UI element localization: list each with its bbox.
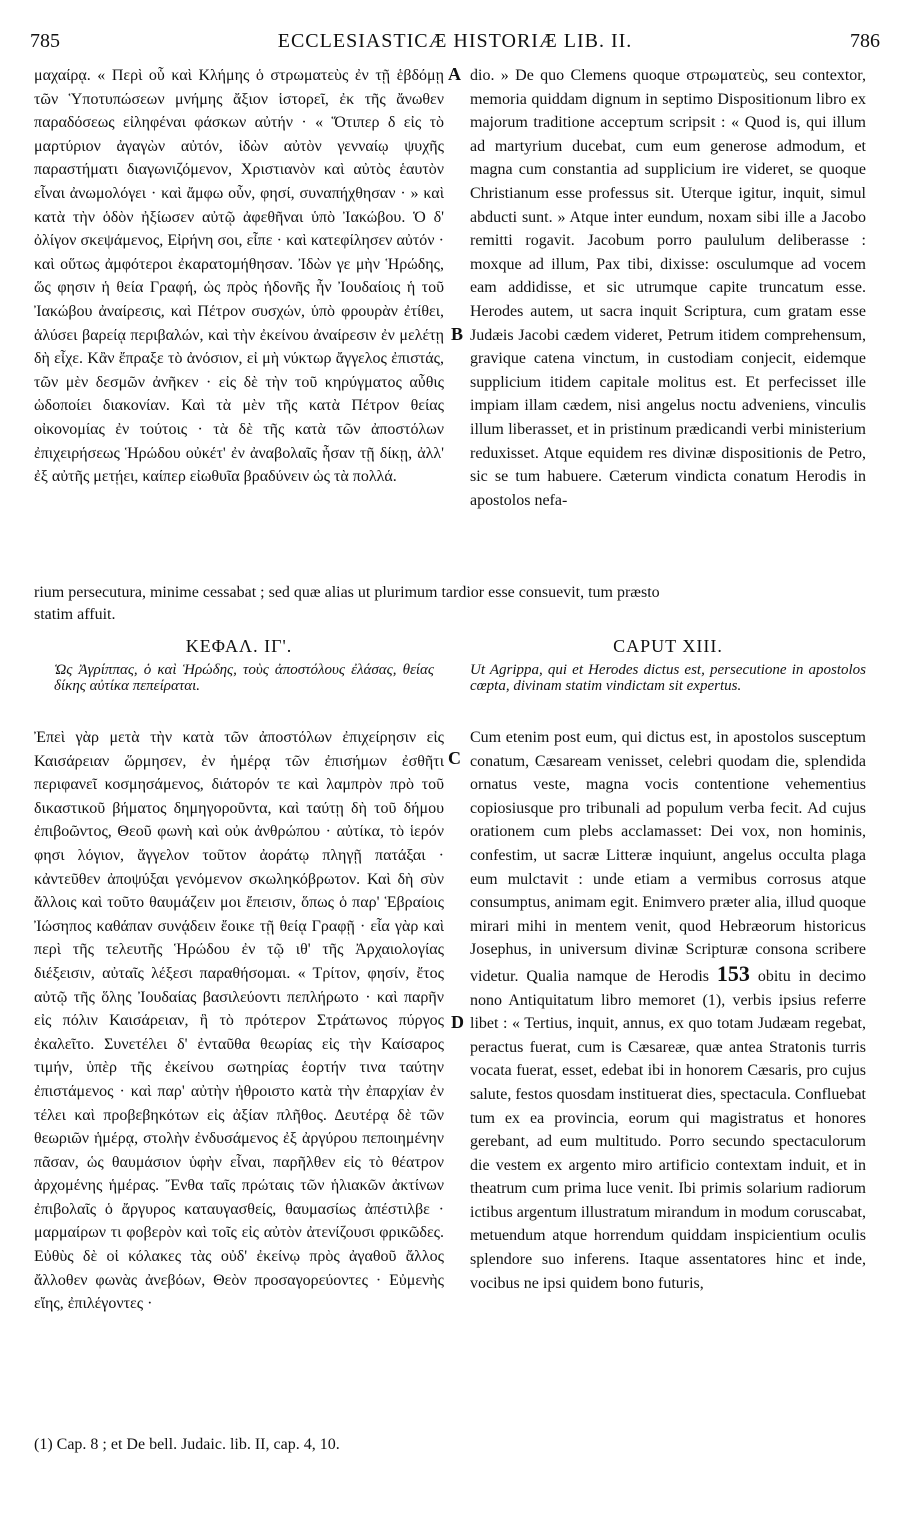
- greek-column-body: [34, 726, 444, 1416]
- latin-body-part-2: obitu in decimo nono Antiquitatum libro memoret (1), verbis ipsius referre libet : « Tertius, inquit, annus, ex quo totam Judæam regebat, peractus fuerat, cum is Cæsareæ, quæ antea Stratonis turris vocata fuerat, esset, edebat ibi in honorem Cæsaris, pro cujus salute, festos quosdam instituerat dies, spectacula. Confluebat tum ex ea provincia, eorum qui magistratus et honores gerebant, ad eum multitudo. Porro secundo spectaculorum die vestem ex argento miro artificio contextam induit, et in theatrum cum prima luce venit. Ibi primis solarium radiorum ictibus argentum illustratum mirandum in modum coruscabat, metuendum atque horrendum quiddam inspicientium oculis splendore suo inferens. Itaque assentatores hinc et inde, vocibus ne ipsi quidem bono futuris,: [470, 967, 866, 1292]
- latin-paragraph-body: [470, 726, 866, 1295]
- margin-letter-b: B: [451, 324, 464, 344]
- latin-column-top: [470, 64, 866, 600]
- spanning-line-1: rium persecutura, minime cessabat ; sed quæ alias ut plurimum tardior esse consuevit, tum præsto: [34, 584, 660, 601]
- chapter-heading-latin: CAPUT XIII.: [613, 636, 723, 656]
- chapter-summary-latin: Ut Agrippa, qui et Herodes dictus est, persecutione in apostolos cœpta, divinam statim vindictam sit expertus.: [470, 662, 866, 694]
- latin-column-body: [470, 726, 866, 1416]
- running-header: [30, 30, 880, 60]
- running-title: ECCLESIASTICÆ HISTORIÆ LIB. II.: [277, 30, 633, 52]
- spanning-text: [34, 582, 870, 626]
- footnote: (1) Cap. 8 ; et De bell. Judaic. lib. II, cap. 4, 10.: [34, 1436, 340, 1453]
- page-number-left: 785: [30, 30, 60, 52]
- column-number: 153: [716, 960, 750, 986]
- margin-letter-d: D: [451, 1012, 464, 1032]
- greek-paragraph-top: μαχαίρᾳ. « Περὶ οὗ καὶ Κλήμης ὁ στρωματεὺς ἐν τῇ ἑβδόμῃ τῶν Ὑποτυπώσεων μνήμης ἄξιον ἱστορεῖ, ἐκ τῆς ἄνωθεν παραδόσεως εἰληφέναι φάσκων αὐτήν · « Ὅτιπερ δ εἰς τὸ μαρτύριον ἀγαγὼν αὐτόν, ἰδὼν αὐτὸν γενναίῳ ψυχῆς παραστήματι διαγωνιζόμενον, Χριστιανὸν καὶ αὐτὸς ἑαυτὸν εἶναι ἀνωμολόγει · καὶ ἄμφω οὖν, φησί, συναπήχθησαν · » καὶ κατὰ τὴν ὁδὸν ἠξίωσεν αὐτῷ ἀφεθῆναι ὑπὸ Ἰακώβου. Ὁ δ' ὀλίγον σκεψάμενος, Εἰρήνη σοι, εἶπε · καὶ κατεφίλησεν αὐτόν · καὶ οὕτως ἀμφότεροι ἐκαρατομήθησαν. Ἰδὼν γε μὴν Ἡρώδης, ὥς φησιν ἡ θεία Γραφή, ὡς πρὸς ἡδονῆς ἦν Ἰουδαίοις ἡ τοῦ Ἰακώβου ἀναίρεσις, καὶ Πέτρον συσχών, ὑπὸ φρουρὰν ἐτίθει, ἁλύσει βαρείᾳ περιβαλών, καὶ τὴν ἐκείνου ἀναίρεσιν ἐν μελέτῃ δὴ εἶχε. Κἂν ἔπραξε τὸ ἀνόσιον, εἰ μὴ νύκτωρ ἄγγελος ἐπιστάς, τῶν μὲν δεσμῶν ἀνῆκεν · εἰς δὲ τὴν τοῦ κηρύγματος αὖθις ὡδοποίει διακονίαν. Καὶ τὰ μὲν τῆς κατὰ Πέτρον θείας οἰκονομίας ἐν τούτοις · τὰ δὲ τῆς κατὰ τῶν ἀποστόλων ἐπιχειρήσεως Ἡρώδου οὐκέτ' ἐν ἀναβολαῖς ἦσαν τῇ δίκῃ, ἀλλ' ἐξ αὐτῆς μετῄει, καίπερ εἰωθυῖα βραδύνειν ὡς τὰ πολλά.: [34, 67, 444, 486]
- page-number-right: 786: [850, 30, 880, 52]
- chapter-summary-greek: Ὡς Ἀγρίππας, ὁ καὶ Ἡρώδης, τοὺς ἀποστόλους ἐλάσας, θείας δίκης αὐτίκα πεπείραται.: [54, 662, 434, 694]
- margin-letter-a: A: [448, 64, 461, 84]
- latin-body-part-1: Cum etenim post eum, qui dictus est, in apostolos susceptum conatum, Cæsaream venisset, celebri quodam die, splendida ornatus veste, magna vocis contentione vehementius copiosiusque pro tribunali ad populum verba fecit. Ad cujus orationem cum plebs acclamasset: Dei vox, non hominis, confestim, ut sacræ Litteræ inquiunt, angelus occulta plaga eum mulctavit : unde etiam a vermibus corrosus atque consumptus, animam egit. Enimvero præter alia, illud quoque mirari mihi in mentem venit, quod Hebræorum historicus Josephus, in universum divinæ Scripturæ consona scribere videtur. Qualia namque de Herodis: [470, 729, 866, 985]
- margin-letter-c: C: [448, 748, 461, 768]
- greek-paragraph-body: Ἐπεὶ γὰρ μετὰ τὴν κατὰ τῶν ἀποστόλων ἐπιχείρησιν εἰς Καισάρειαν ὥρμησεν, ἐν ἡμέρᾳ τῶν ἐπισήμων ἐσθῆτι περιφανεῖ κοσμησάμενος, διάτορόν τε καὶ λαμπρὸν πρὸ τοῦ δικαστικοῦ βήματος δημηγοροῦντα, καὶ ταύτῃ δὴ τοῦ δήμου ἐπιβοῶντος, Θεοῦ φωνὴ καὶ οὐκ ἀνθρώπου · αὐτίκα, τὸ ἱερόν φησι λόγιον, ἄγγελον τοῦτον ἀοράτῳ πληγῇ πατάξαι · κἀντεῦθεν ἀποψύξαι γενόμενον σκωληκόβρωτον. Καὶ δὴ σὺν ἄλλοις καὶ τοῦτο θαυμάζειν μοι ἔπεισιν, ὅπως ὁ παρ' Ἑβραίοις Ἰώσηπος καθάπαν συνᾴδειν ἔοικε τῇ θείᾳ Γραφῇ · εἶα γὰρ καὶ περὶ τῆς τελευτῆς Ἡρώδου ἐν τῷ ιθ' τῆς Ἀρχαιολογίας διέξεισιν, αὐταῖς λέξεσι παραθήσομαι. « Τρίτον, φησίν, ἔτος αὐτῷ τῆς ὅλης Ἰουδαίας βασιλεύοντι πεπλήρωτο · καὶ παρῆν εἰς πόλιν Καισάρειαν, ἣ τὸ πρότερον Στράτωνος πύργος ἐκαλεῖτο. Συνετέλει δ' ἐνταῦθα θεωρίας εἰς τὴν Καίσαρος τιμήν, ὑπὲρ τῆς ἐκείνου σωτηρίας ἑορτήν τινα ταύτην ἐπιστάμενος · καὶ παρ' αὐτὴν ἠθροιστο κατὰ τὴν ἐπαρχίαν ἐν τέλει καὶ προβεβηκότων εἰς ἀξίαν πλῆθος. Δευτέρᾳ δὲ τῶν θεωριῶν ἡμέρᾳ, στολὴν ἐνδυσάμενος ἐξ ἀργύρου πεποιημένην πᾶσαν, ὡς θαυμάσιον ὑφὴν εἶναι, παρῆλθεν εἰς τὸ θέατρον ἀρχομένης ἡμέρας. Ἔνθα ταῖς πρώταις τῶν ἡλιακῶν ἀκτίνων ἐπιβολαῖς ὁ ἄργυρος καταυγασθείς, θαυμασίως ἀπέστιλβε · μαρμαίρων τι φοβερὸν καὶ τοῖς εἰς αὐτὸν ἀτενίζουσι φρικῶδες. Εὐθὺς δὲ οἱ κόλακες τὰς οὐδ' ἐκείνῳ πρὸς ἀγαθοῦ ἄλλος ἄλλοθεν φωνὰς ἀνεβόων, Θεὸν προσαγορεύοντες · Εὐμενὴς εἴης, ἐπιλέγοντες ·: [34, 729, 444, 1313]
- greek-column-top: [34, 64, 444, 584]
- spanning-line-2: statim affuit.: [34, 606, 116, 623]
- latin-paragraph-top: dio. » De quo Clemens quoque στρωματεὺς, seu contextor, memoria quiddam dignum in septimo Dispositionum libro ex majorum traditione accepτum scripsit : « Quod is, qui illum ad martyrium ducebat, cum eum generose admodum, et magna cum constantia ad supplicium ire videret, se quoque Christianum esse professus sit. Uterque igitur, inquit, simul abducti sunt. » Atque inter eundum, noxam sibi ille a Jacobo remitti rogavit. Jacobum porro paululum deliberasse : moxque ad illum, Pax tibi, dixisse: osculumque ad vocem eam addidisse, et sic utrumque capite truncatum esse. Herodes autem, ut sacra inquit Scriptura, cum gratam esse Judæis Jacobi cædem videret, Petrum itidem comprehensum, gravique catena vinctum, in custodiam conjecit, eidemque supplicium itidem capitale molitus est. Et perfecisset ille impiam illam cædem, nisi angelus noctu adveniens, vinculis illum liberasset, et in pristinum prædicandi verbi ministerium reduxisset. Atque equidem res divinæ dispositionis de Petro, sic se tum habuere. Cæterum vindicta conatum Herodis in apostolos nefa-: [470, 67, 866, 509]
- chapter-heading-greek: ΚΕΦΑΛ. ΙΓ'.: [185, 636, 293, 656]
